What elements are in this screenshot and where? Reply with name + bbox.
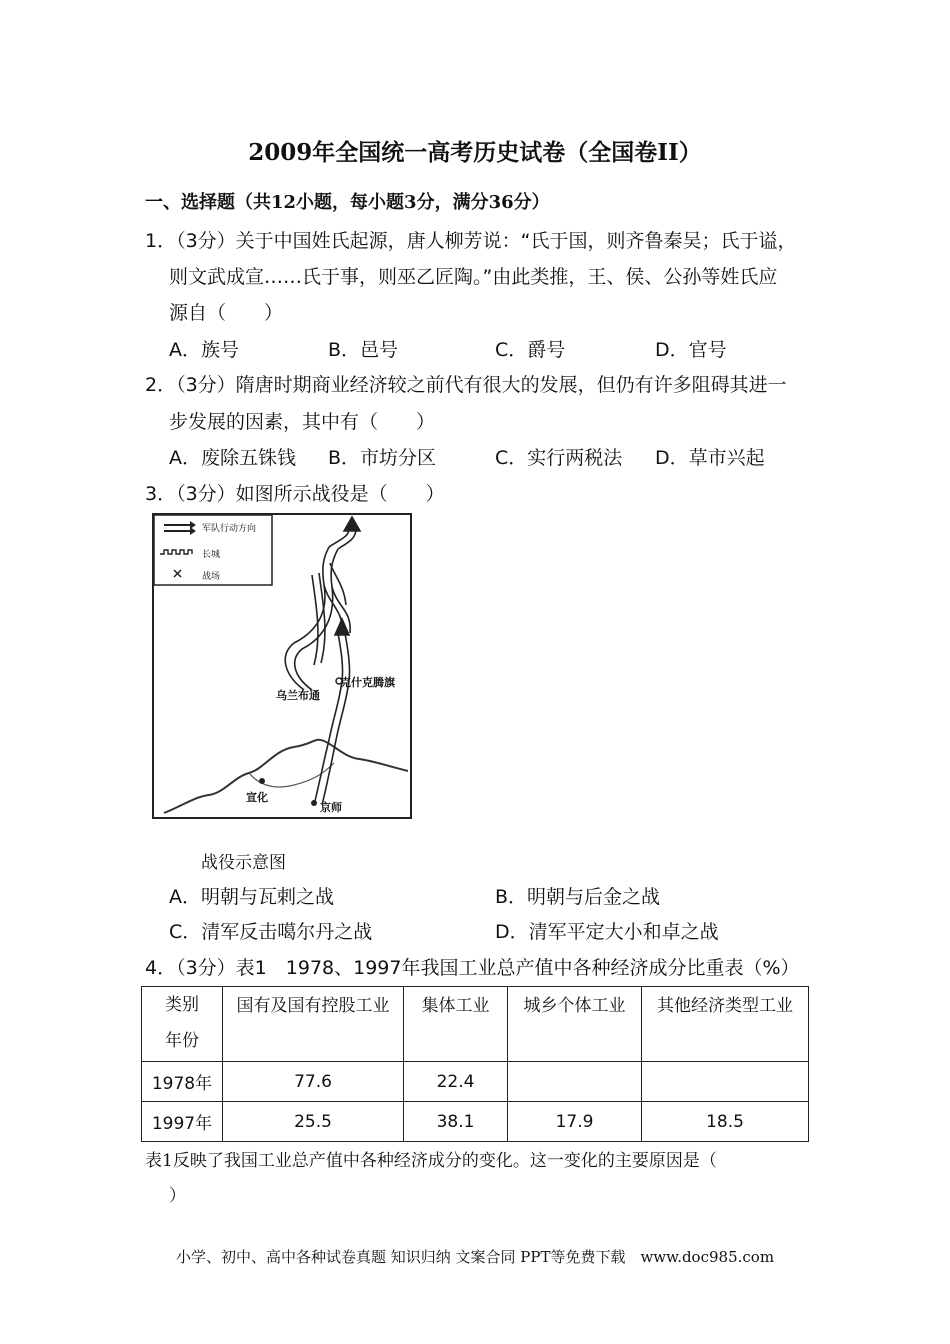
- place-wulanbutong: 乌兰布通: [276, 689, 320, 702]
- great-wall-line: [164, 740, 408, 813]
- q3-line1: 3．（3分）如图所示战役是（ ）: [145, 483, 445, 505]
- table-cell: [508, 1062, 642, 1102]
- table-cell: 17.9: [508, 1102, 642, 1142]
- table-year-cell: 1997年: [142, 1102, 223, 1142]
- table-cell: 77.6: [223, 1062, 404, 1102]
- table-corner-cell: [142, 987, 223, 1062]
- legend-label-battlefield: 战场: [202, 572, 221, 582]
- battle-map: [152, 513, 412, 819]
- legend-label-army-direction: 军队行动方向: [202, 524, 257, 534]
- place-xuanhua: 宣化: [246, 791, 268, 804]
- q3-option-d[interactable]: D．清军平定大小和卓之战: [495, 921, 719, 943]
- legend-label-great-wall: 长城: [202, 550, 221, 560]
- map-caption: 战役示意图: [201, 853, 286, 873]
- table-header-cell: 集体工业: [404, 987, 508, 1062]
- page-title: 2009年全国统一高考历史试卷（全国卷II）: [248, 139, 702, 166]
- q2-option-a[interactable]: A．废除五铢钱: [169, 447, 296, 469]
- q1-line2: 则文武成宣……氏于事，则巫乙匠陶。”由此类推，王、侯、公孙等姓氏应: [169, 266, 778, 288]
- table-cell: 25.5: [223, 1102, 404, 1142]
- q1-line3: 源自（ ）: [169, 302, 284, 324]
- q2-line2: 步发展的因素，其中有（ ）: [169, 411, 436, 433]
- q2-option-d[interactable]: D．草市兴起: [655, 447, 765, 469]
- q3-option-b[interactable]: B．明朝与后金之战: [495, 886, 661, 908]
- q1-option-a[interactable]: A．族号: [169, 339, 239, 361]
- table-cell: [642, 1062, 809, 1102]
- section-heading: 一、选择题（共12小题，每小题3分，满分36分）: [145, 192, 550, 213]
- table-cell: 22.4: [404, 1062, 508, 1102]
- q1-option-c[interactable]: C．爵号: [495, 339, 566, 361]
- corner-year-label: 年份: [165, 1031, 199, 1051]
- q4-after-line1: 表1反映了我国工业总产值中各种经济成分的变化。这一变化的主要原因是（: [145, 1151, 717, 1171]
- table-cell: 18.5: [642, 1102, 809, 1142]
- q3-option-a[interactable]: A．明朝与瓦剌之战: [169, 886, 334, 908]
- place-keshiketengqi: 克什克腾旗: [340, 676, 395, 689]
- q1-option-b[interactable]: B．邑号: [328, 339, 399, 361]
- q1-line1: 1．（3分）关于中国姓氏起源，唐人柳芳说：“氏于国，则齐鲁秦吴；氏于谥，: [145, 230, 797, 252]
- legend-battlefield-icon: [174, 570, 181, 577]
- table-row: [142, 1102, 809, 1142]
- economic-composition-table: [141, 986, 809, 1142]
- legend-arrow-icon: [164, 521, 196, 535]
- q2-option-c[interactable]: C．实行两税法: [495, 447, 623, 469]
- q4-line1: 4．（3分）表1 1978、1997年我国工业总产值中各种经济成分比重表（%）: [145, 957, 800, 979]
- q3-option-c[interactable]: C．清军反击噶尔丹之战: [169, 921, 373, 943]
- place-jingshi: 京师: [320, 801, 342, 814]
- legend-great-wall-icon: [160, 550, 192, 554]
- q2-option-b[interactable]: B．市坊分区: [328, 447, 437, 469]
- table-header-cell: 国有及国有控股工业: [223, 987, 404, 1062]
- q1-option-d[interactable]: D．官号: [655, 339, 727, 361]
- table-row: [142, 1062, 809, 1102]
- page-footer: 小学、初中、高中各种试卷真题 知识归纳 文案合同 PPT等免费下载 www.doc985.com: [175, 1248, 775, 1266]
- table-header-cell: 其他经济类型工业: [642, 987, 809, 1062]
- table-year-cell: 1978年: [142, 1062, 223, 1102]
- army-route: [285, 517, 360, 805]
- table-cell: 38.1: [404, 1102, 508, 1142]
- table-header-cell: 城乡个体工业: [508, 987, 642, 1062]
- corner-category-label: 类别: [165, 995, 199, 1015]
- table-header-row: [142, 987, 809, 1062]
- q4-after-line2: ）: [169, 1186, 186, 1206]
- q2-line1: 2．（3分）隋唐时期商业经济较之前代有很大的发展，但仍有许多阻碍其进一: [145, 374, 787, 396]
